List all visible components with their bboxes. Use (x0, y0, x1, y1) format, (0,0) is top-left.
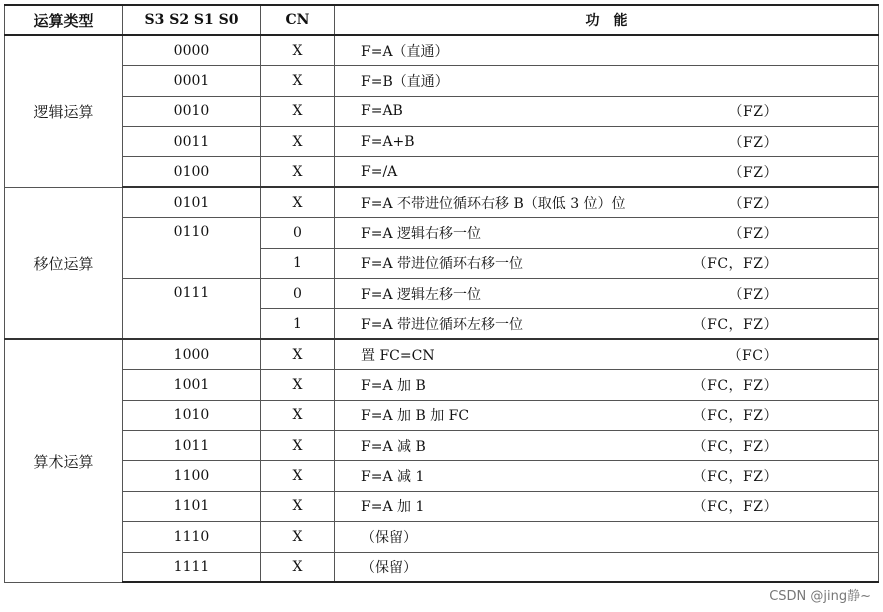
alu-function-table (4, 4, 879, 583)
cell-code: 0000 (123, 35, 261, 65)
func-text: F=A 加 B 加 FC (361, 408, 470, 425)
table-row (5, 552, 879, 582)
func-flags: （FC，FZ） (692, 469, 778, 486)
cell-func (335, 35, 879, 65)
cell-code: 1000 (123, 339, 261, 369)
header-cn: CN (261, 5, 335, 35)
cell-func (335, 157, 879, 187)
cell-code: 0110 (123, 218, 261, 279)
func-flags: （FZ） (728, 164, 778, 181)
cell-cn: X (261, 491, 335, 521)
func-flags: （FZ） (728, 104, 778, 121)
func-flags: （FZ） (728, 195, 778, 212)
header-func: 功 能 (335, 5, 879, 35)
func-text: F=A 逻辑左移一位 (361, 286, 482, 303)
cell-func (335, 218, 879, 248)
func-flags: （FC，FZ） (692, 438, 778, 455)
cell-cn: X (261, 370, 335, 400)
func-flags: （FZ） (728, 286, 778, 303)
group-type-shift: 移位运算 (5, 187, 123, 339)
cell-func (335, 370, 879, 400)
table-row (5, 35, 879, 65)
func-text: F=A 不带进位循环右移 B（取低 3 位）位 (361, 195, 626, 212)
func-flags: （FZ） (728, 134, 778, 151)
table-row (5, 370, 879, 400)
table-row (5, 96, 879, 126)
table-row (5, 491, 879, 521)
func-flags: （FC，FZ） (692, 377, 778, 394)
table-row (5, 66, 879, 96)
cell-cn: X (261, 522, 335, 552)
cell-func (335, 96, 879, 126)
func-flags: （FC，FZ） (692, 499, 778, 516)
cell-func (335, 552, 879, 582)
func-text: F=A 加 1 (361, 499, 425, 516)
func-text: F=A+B (361, 133, 415, 150)
cell-cn: X (261, 339, 335, 369)
cell-cn: X (261, 96, 335, 126)
func-flags: （FC，FZ） (692, 316, 778, 333)
func-text: F=A 带进位循环右移一位 (361, 256, 524, 273)
cell-code: 0001 (123, 66, 261, 96)
func-text: （保留） (361, 529, 417, 546)
header-row (5, 5, 879, 35)
func-flags: （FC，FZ） (692, 408, 778, 425)
table-row (5, 339, 879, 369)
cell-cn: X (261, 430, 335, 460)
func-text: F=A 减 B (361, 438, 426, 455)
table-row (5, 461, 879, 491)
table-row (5, 187, 879, 217)
cell-code: 0010 (123, 96, 261, 126)
cell-code: 1010 (123, 400, 261, 430)
group-type-logic: 逻辑运算 (5, 35, 123, 187)
header-code: S3 S2 S1 S0 (123, 5, 261, 35)
func-flags: （FC，FZ） (692, 256, 778, 273)
cell-cn: X (261, 461, 335, 491)
func-text: F=A 加 B (361, 377, 426, 394)
cell-cn: X (261, 187, 335, 217)
cell-cn: X (261, 35, 335, 65)
func-flags: （FC） (727, 347, 778, 364)
func-text: F=/A (361, 163, 398, 180)
cell-cn: X (261, 157, 335, 187)
func-text: F=AB (361, 103, 403, 120)
cell-func (335, 187, 879, 217)
cell-code: 1011 (123, 430, 261, 460)
cell-func (335, 248, 879, 278)
cell-cn: X (261, 552, 335, 582)
cell-func (335, 339, 879, 369)
cell-func (335, 522, 879, 552)
func-text: （保留） (361, 559, 417, 576)
watermark: CSDN @jing静~ (769, 589, 871, 604)
cell-code: 1110 (123, 522, 261, 552)
alu-function-table-container (4, 4, 879, 583)
cell-func (335, 309, 879, 339)
cell-code: 1100 (123, 461, 261, 491)
cell-code: 1101 (123, 491, 261, 521)
cell-code: 1111 (123, 552, 261, 582)
cell-func (335, 279, 879, 309)
table-row (5, 157, 879, 187)
cell-func (335, 430, 879, 460)
header-type: 运算类型 (5, 5, 123, 35)
cell-code: 0100 (123, 157, 261, 187)
func-text: 置 FC=CN (361, 347, 435, 364)
table-row (5, 218, 879, 248)
table-row (5, 430, 879, 460)
table-row (5, 522, 879, 552)
cell-cn: 1 (261, 309, 335, 339)
table-row (5, 400, 879, 430)
cell-cn: X (261, 127, 335, 157)
cell-func (335, 400, 879, 430)
cell-code: 0111 (123, 279, 261, 340)
cell-func (335, 491, 879, 521)
cell-cn: 1 (261, 248, 335, 278)
cell-code: 0011 (123, 127, 261, 157)
func-text: F=A 带进位循环左移一位 (361, 316, 524, 333)
cell-cn: X (261, 400, 335, 430)
cell-func (335, 127, 879, 157)
cell-func (335, 66, 879, 96)
cell-code: 0101 (123, 187, 261, 217)
group-type-arith: 算术运算 (5, 339, 123, 582)
cell-cn: 0 (261, 279, 335, 309)
table-row (5, 127, 879, 157)
table-row (5, 279, 879, 309)
func-text: F=B（直通） (361, 73, 449, 90)
cell-cn: 0 (261, 218, 335, 248)
cell-cn: X (261, 66, 335, 96)
cell-code: 1001 (123, 370, 261, 400)
func-flags: （FZ） (728, 225, 778, 242)
cell-func (335, 461, 879, 491)
func-text: F=A 减 1 (361, 469, 425, 486)
func-text: F=A 逻辑右移一位 (361, 225, 482, 242)
func-text: F=A（直通） (361, 43, 449, 60)
